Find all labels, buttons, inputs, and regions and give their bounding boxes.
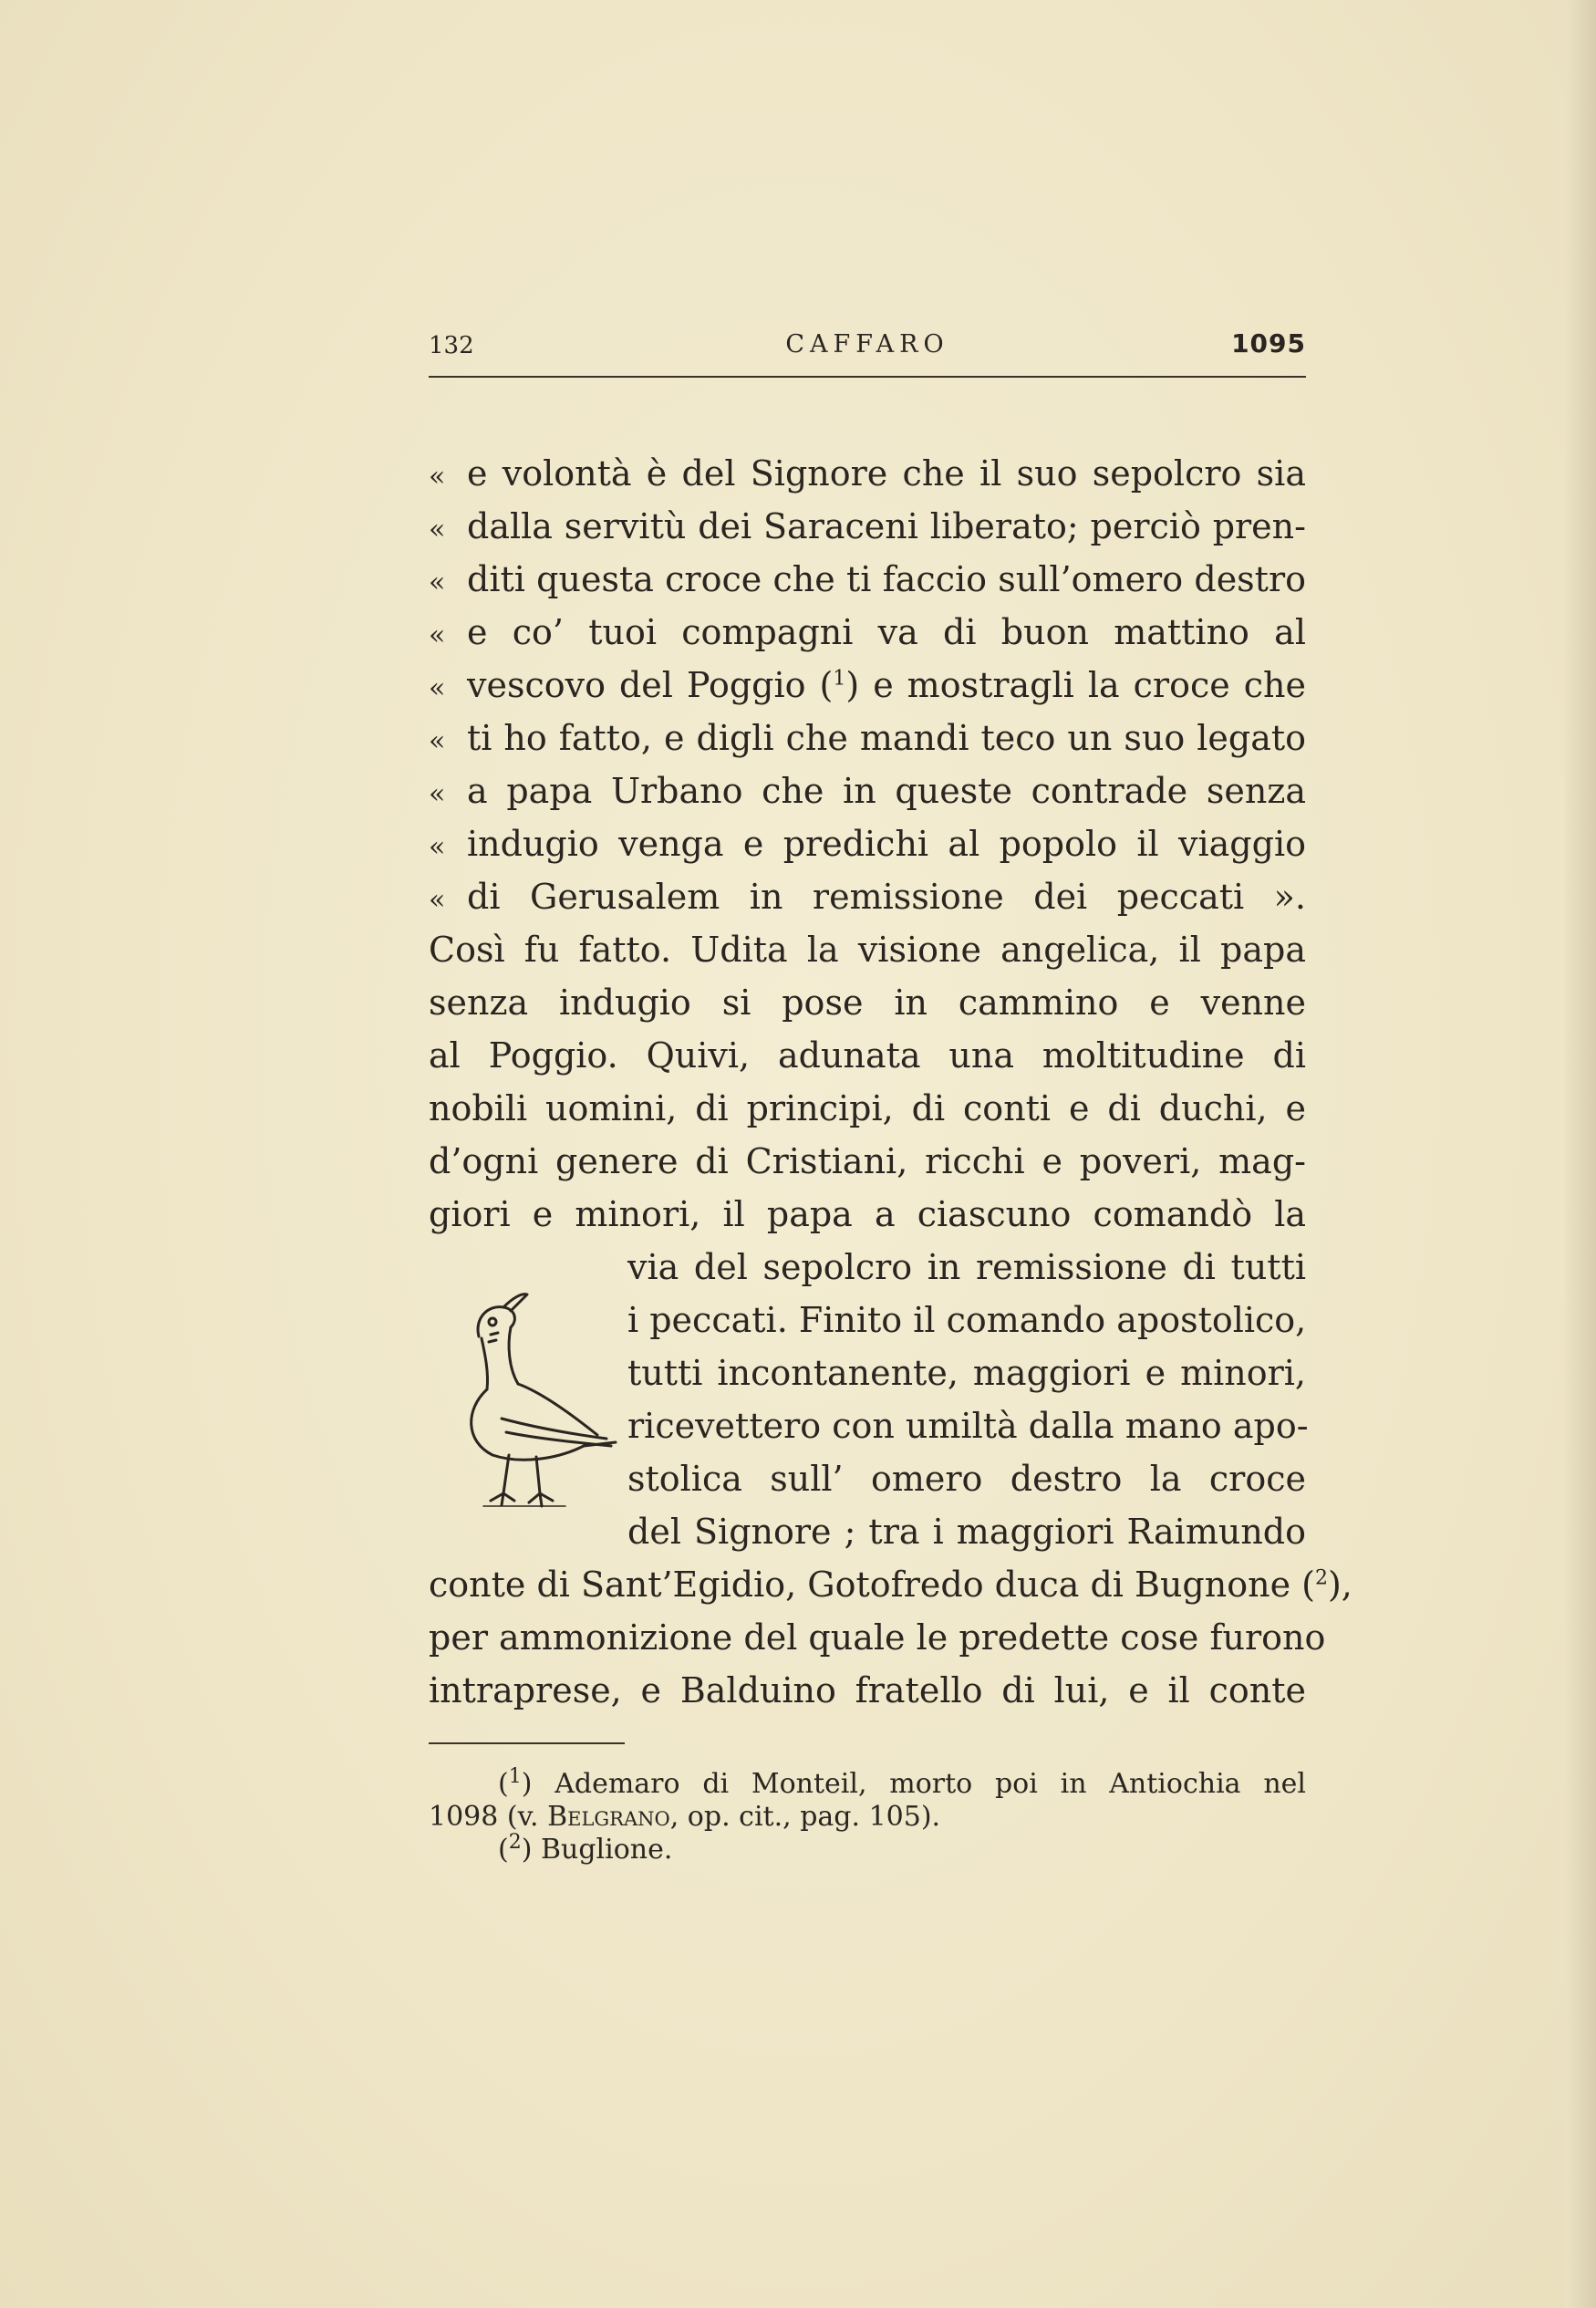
guillemet: « bbox=[429, 514, 446, 546]
guillemet: « bbox=[429, 778, 446, 810]
body-text bbox=[429, 447, 1328, 1717]
line-text: a papa Urbano che in queste contrade senza bbox=[467, 771, 1306, 811]
text-line: d’ogni genere di Cristiani, ricchi e poveri, mag- bbox=[429, 1141, 1306, 1181]
running-header bbox=[429, 328, 1306, 372]
text-line: intraprese, e Balduino fratello di lui, e il conte bbox=[429, 1670, 1306, 1710]
text-line: Così fu fatto. Udita la visione angelica, il papa bbox=[429, 930, 1306, 970]
footnote-text: 1098 (v. bbox=[429, 1801, 539, 1833]
guillemet: « bbox=[429, 831, 446, 863]
footnote-text: Buglione. bbox=[540, 1834, 673, 1866]
line-text: e co’ tuoi compagni va di buon mattino al bbox=[467, 612, 1306, 652]
year-label: 1095 bbox=[1231, 328, 1306, 359]
page-number: 132 bbox=[429, 332, 474, 359]
line-text: indugio venga e predichi al popolo il viaggio bbox=[467, 824, 1306, 864]
text-line: giori e minori, il papa a ciascuno comandò la bbox=[429, 1194, 1306, 1234]
footnote-2 bbox=[429, 1831, 1306, 1866]
text-line bbox=[429, 606, 1306, 659]
guillemet: « bbox=[429, 884, 446, 916]
text-line: conte di Sant’Egidio, Gotofredo duca di Bugnone ($^2$ bbox=[429, 1565, 1328, 1605]
guillemet: « bbox=[429, 619, 446, 651]
text-line: per ammonizione del quale le predette cose furono bbox=[429, 1617, 1326, 1658]
line-text: e volontà è del Signore che il suo sepolcro sia bbox=[467, 453, 1306, 494]
line-text: ti ho fatto, e digli che mandi teco un suo legato bbox=[467, 718, 1306, 758]
bird-icon bbox=[438, 1282, 620, 1510]
line-text: dalla servitù dei Saraceni liberato; perciò pren- bbox=[467, 506, 1306, 546]
page-edge bbox=[1565, 0, 1596, 2308]
footnote-marker: ($^1$) bbox=[498, 1765, 533, 1800]
text-line: via del sepolcro in remissione di tutti bbox=[627, 1247, 1306, 1287]
text-line: senza indugio si pose in cammino e venne bbox=[429, 982, 1306, 1023]
text-line: i peccati. Finito il comando apostolico, bbox=[627, 1300, 1307, 1340]
header-rule bbox=[429, 376, 1306, 378]
line-text: di Gerusalem in remissione dei peccati ». bbox=[467, 877, 1306, 917]
guillemet: « bbox=[429, 725, 446, 757]
text-line bbox=[429, 447, 1306, 500]
text-line bbox=[429, 553, 1306, 606]
footnote-marker: ($^2$) bbox=[498, 1831, 533, 1866]
footnote-text: Ademaro di Monteil, morto poi in Antiochia nel bbox=[554, 1768, 1306, 1800]
text-line bbox=[429, 870, 1306, 923]
text-line bbox=[429, 500, 1306, 553]
text-line: al Poggio. Quivi, adunata una moltitudine di bbox=[429, 1035, 1306, 1076]
line-text: diti questa croce che ti faccio sull’omero destro bbox=[467, 559, 1306, 599]
footnote-author: Belgrano bbox=[547, 1801, 670, 1833]
text-line bbox=[429, 764, 1306, 817]
footnotes bbox=[429, 1765, 1306, 1866]
footnote-rule bbox=[429, 1742, 625, 1744]
text-line: tutti incontanente, maggiori e minori, bbox=[627, 1353, 1306, 1393]
text-line bbox=[429, 712, 1306, 764]
footnote-1 bbox=[429, 1765, 1306, 1801]
running-title: CAFFARO bbox=[785, 330, 949, 359]
guillemet: « bbox=[429, 672, 446, 704]
guillemet: « bbox=[429, 461, 446, 493]
footnote-text: , op. cit., pag. 105). bbox=[669, 1801, 941, 1833]
text-line: ricevettero con umiltà dalla mano apo- bbox=[627, 1406, 1309, 1446]
text-line bbox=[429, 659, 1306, 712]
line-text: vescovo del Poggio ($^1$) e mostragli la croce che bbox=[467, 665, 1306, 705]
text-line: nobili uomini, di principi, di conti e di duchi, e bbox=[429, 1088, 1306, 1128]
text-line: del Signore ; tra i maggiori Raimundo bbox=[627, 1512, 1306, 1552]
text-line bbox=[429, 817, 1306, 870]
text-line: stolica sull’ omero destro la croce bbox=[627, 1459, 1306, 1499]
footnote-1-continued bbox=[429, 1801, 1306, 1834]
guillemet: « bbox=[429, 567, 446, 598]
